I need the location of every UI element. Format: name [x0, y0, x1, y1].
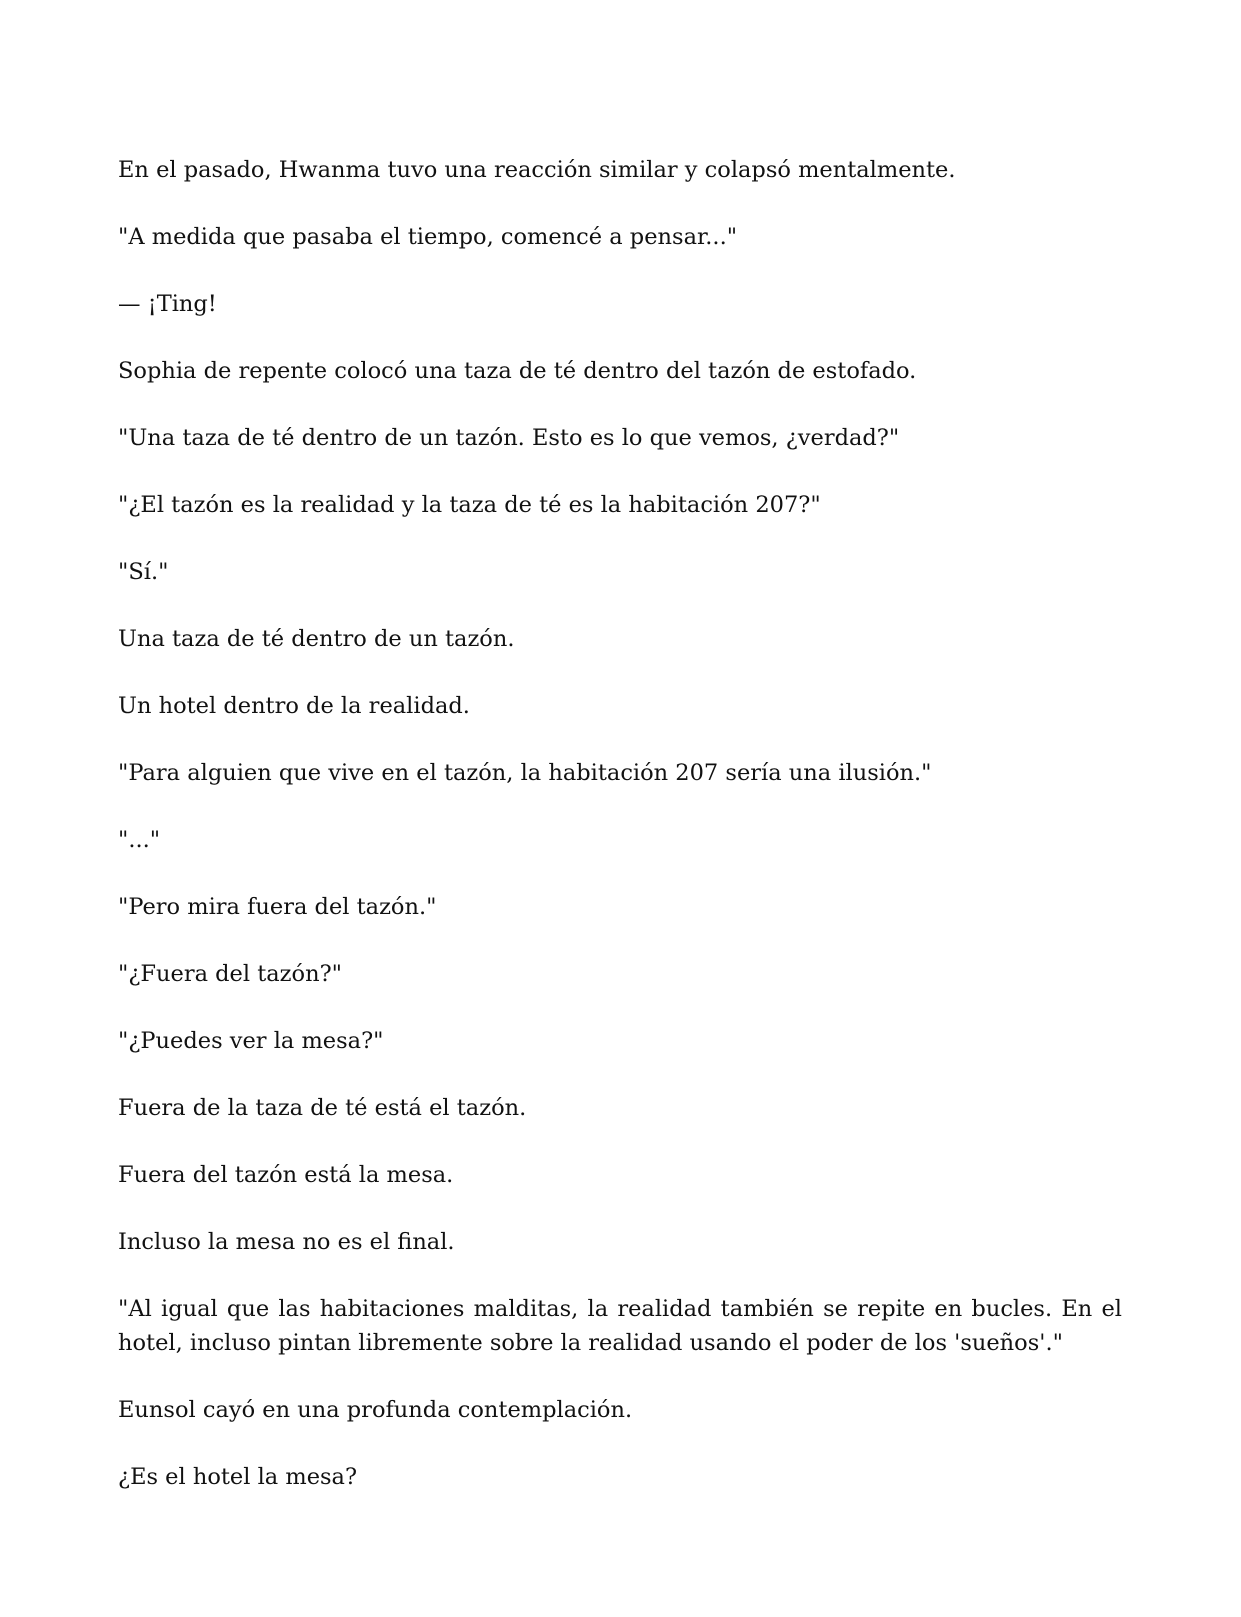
paragraph: "Sí." [118, 559, 169, 585]
paragraph: "Para alguien que vive en el tazón, la habitación 207 sería una ilusión." [118, 760, 932, 786]
paragraph: Incluso la mesa no es el final. [118, 1229, 455, 1255]
paragraph: Un hotel dentro de la realidad. [118, 693, 470, 719]
paragraph: "¿Fuera del tazón?" [118, 961, 342, 987]
paragraph: Sophia de repente colocó una taza de té dentro del tazón de estofado. [118, 358, 917, 384]
paragraph: "..." [118, 827, 161, 853]
paragraph: Una taza de té dentro de un tazón. [118, 626, 515, 652]
paragraph: "Una taza de té dentro de un tazón. Esto es lo que vemos, ¿verdad?" [118, 425, 900, 451]
paragraph: "Pero mira fuera del tazón." [118, 894, 437, 920]
paragraph: Eunsol cayó en una profunda contemplación. [118, 1397, 633, 1423]
paragraph: "Al igual que las habitaciones malditas, la realidad también se repite en bucles. En el hotel, incluso pintan libremente sobre la realidad usando el poder de los 'sueños'." [118, 1296, 1122, 1356]
paragraph: ¿Es el hotel la mesa? [118, 1464, 358, 1490]
paragraph: "¿El tazón es la realidad y la taza de té es la habitación 207?" [118, 492, 821, 518]
paragraph: Fuera de la taza de té está el tazón. [118, 1095, 527, 1121]
paragraph: "¿Puedes ver la mesa?" [118, 1028, 384, 1054]
paragraph: — ¡Ting! [118, 291, 217, 317]
paragraph: Fuera del tazón está la mesa. [118, 1162, 454, 1188]
document-body [118, 153, 1122, 1527]
paragraph: "A medida que pasaba el tiempo, comencé a pensar..." [118, 224, 738, 250]
paragraph: En el pasado, Hwanma tuvo una reacción similar y colapsó mentalmente. [118, 157, 956, 183]
